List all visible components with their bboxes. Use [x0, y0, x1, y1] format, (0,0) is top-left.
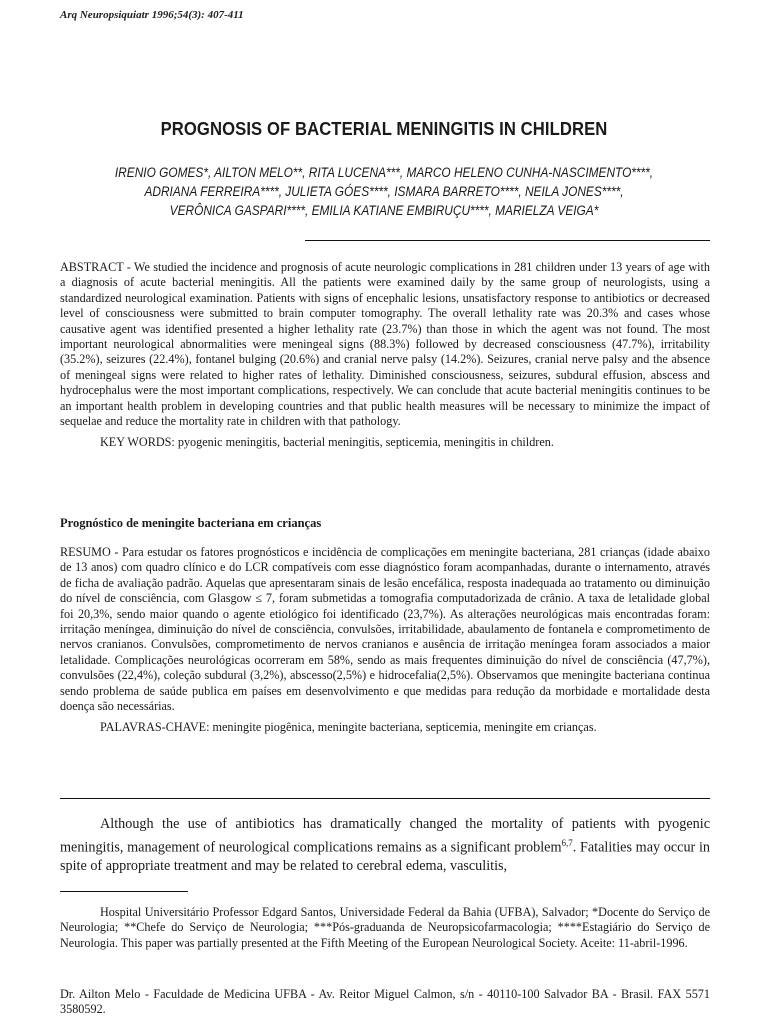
body-paragraph — [60, 815, 710, 875]
header-divider — [305, 240, 710, 241]
section-divider — [60, 798, 710, 799]
body-section — [60, 815, 710, 875]
resumo-keywords: PALAVRAS-CHAVE: meningite piogênica, meningite bacteriana, septicemia, meningite em crianças. — [100, 720, 597, 735]
paper-title: PROGNOSIS OF BACTERIAL MENINGITIS IN CHILDREN — [160, 118, 608, 139]
author-list — [46, 163, 722, 220]
resumo-section — [60, 545, 710, 736]
abstract-keywords: KEY WORDS: pyogenic meningitis, bacterial meningitis, septicemia, meningitis in children. — [100, 435, 554, 450]
author-line: VERÔNICA GASPARI****, EMILIA KATIANE EMBIRUÇU****, MARIELZA VEIGA* — [169, 203, 599, 218]
abstract-section — [60, 260, 710, 451]
body-text-start: Although the use of antibiotics has dramatically changed the mortality of patients with pyogenic meningitis, management of neurological complications remains as a significant problem — [60, 816, 710, 856]
affiliations-footnote: Hospital Universitário Professor Edgard Santos, Universidade Federal da Bahia (UFBA), Salvador; *Docente do Serviço de Neurologia; **Chefe do Serviço de Neurologia; ***Pós-graduanda de Neuropsicofarmacologia; ****Estagiário do Serviço de Neurologia. This paper was partially presented at the Fifth Meeting of the European Neurological Society. Aceite: 11-abril-1996. — [60, 905, 710, 950]
footnote-divider — [60, 891, 188, 892]
portuguese-subtitle: Prognóstico de meningite bacteriana em crianças — [60, 516, 322, 530]
journal-reference: Arq Neuropsiquiatr 1996;54(3): 407-411 — [60, 9, 244, 21]
resumo-text: RESUMO - Para estudar os fatores prognósticos e incidência de complicações em meningite bacteriana, 281 crianças (idade abaixo de 13 anos) com quadro clínico e do LCR compatíveis com esse diagnóstico foram acompanhadas, durante o internamento, através de ficha de avaliação padrão. Aquelas que apresentaram sinais de lesão encefálica, resposta inadequada ao tratamento ou diminuição do nível de consciência, com Glasgow ≤ 7, foram submetidas a tomografia computadorizada de crânio. A taxa de letalidade global foi 20,3%, sendo maior quando o agente etiológico foi identificado (23,7%). As alterações neurológicas mais encontradas foram: irritação meníngea, diminuição do nível de consciência, convulsões, irritabilidade, abaulamento de fontanela e comprometimento de nervos cranianos. Convulsões, comprometimento de nervos cranianos e ausência de irritação meníngea foram associados a maior letalidade. Complicações neurológicas ocorreram em 58%, sendo as mais frequentes diminuição do nível de consciência (47,7%), convulsões (22,4%), coleção subdural (3,2%), abscesso(2,5%) e hidrocefalia(2,5%). Observamos que meningite bacteriana continua sendo problema de saúde publica em países em desenvolvimento e que medidas para redução da morbidade e mortalidade desta doença são necessárias. — [60, 545, 710, 714]
body-text-end: . Fatalities may occur in spite of appropriate treatment and may be related to cerebral edema, vasculitis, — [60, 839, 710, 874]
abstract-text: ABSTRACT - We studied the incidence and prognosis of acute neurologic complications in 281 children under 13 years of age with a diagnosis of acute bacterial meningitis. All the patients were examined daily by the same group of neurologists, using a standardized neurological examination. Patients with signs of encephalic lesions, unsatisfactory response to antibiotics or decreased level of consciousness were submitted to brain computer tomography. The overall lethality rate was 20.3% and cases whose causative agent was identified presented a higher lethality rate (23.7%) than those in which the agent was not found. The most important neurological abnormalities were meningeal signs (88.3%) followed by decreased consciousness (47.7%), irritability (35.2%), seizures (22.4%), fontanel bulging (20.6%) and cranial nerve palsy (14.2%). Seizures, cranial nerve palsy and the absence of meningeal signs were related to higher rates of lethality. Diminished consciousness, seizures, subdural effusion, abscess and hydrocephalus were the most important complications, respectively. We can conclude that acute bacterial meningitis continues to be an important health problem in developing countries and that public health measures will be necessary to minimize the impact of sequelae and reduce the mortality rate in children with that pathology. — [60, 260, 710, 429]
author-line: IRENIO GOMES*, AILTON MELO**, RITA LUCENA***, MARCO HELENO CUNHA-NASCIMENTO****, — [114, 165, 654, 180]
footnote-section — [60, 905, 710, 951]
correspondence-address: Dr. Ailton Melo - Faculdade de Medicina UFBA - Av. Reitor Miguel Calmon, s/n - 40110-100 Salvador BA - Brasil. FAX 5571 3580592. — [60, 987, 710, 1017]
citation-superscript: 6,7 — [561, 837, 573, 848]
author-line: ADRIANA FERREIRA****, JULIETA GÓES****, ISMARA BARRETO****, NEILA JONES****, — [144, 184, 624, 199]
